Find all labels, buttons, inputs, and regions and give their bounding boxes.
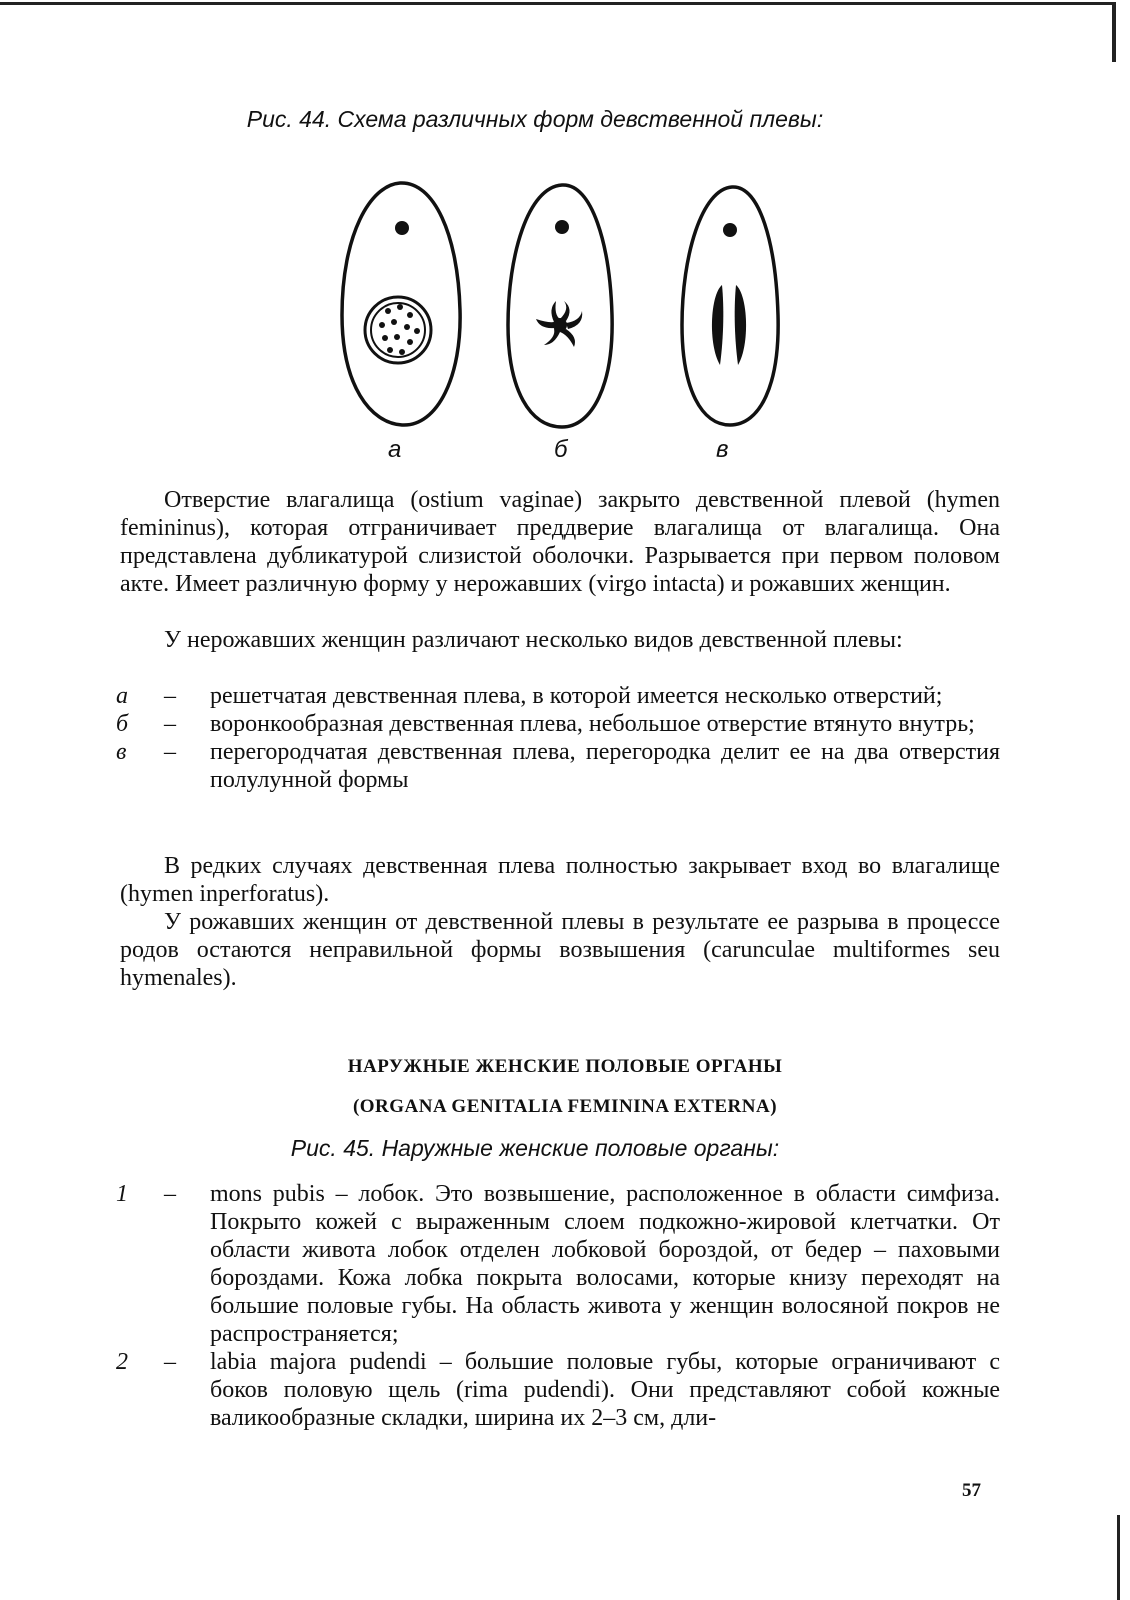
hymen-septate-drawing bbox=[682, 187, 778, 425]
label-b: б bbox=[554, 436, 568, 463]
paragraph-imperforate: В редких случаях девственная плева полностью закрывает вход во влагалище (hymen inperforatus). bbox=[120, 853, 1000, 907]
list-item: 2 – labia majora pudendi – большие половые губы, которые ограничивают с боков половую щель (rima pudendi). Они представляют собой кожные валикообразные складки, ширина их 2–3 см, дли- bbox=[116, 1349, 1000, 1431]
page-right-border-bottom bbox=[1117, 1515, 1120, 1600]
figure-44-diagram bbox=[330, 175, 800, 465]
paragraph-types-intro: У нерожавших женщин различают несколько видов девственной плевы: bbox=[164, 627, 903, 653]
figure-44-caption: Рис. 44. Схема различных форм девственной плевы: bbox=[246, 106, 824, 132]
section-subtitle: (ORGANA GENITALIA FEMININA EXTERNA) bbox=[352, 1096, 778, 1117]
list-item: а – решетчатая девственная плева, в которой имеется несколько отверстий; bbox=[116, 683, 943, 709]
page-top-border bbox=[0, 2, 1112, 5]
hymen-types-list bbox=[116, 682, 1000, 794]
section-title: НАРУЖНЫЕ ЖЕНСКИЕ ПОЛОВЫЕ ОРГАНЫ bbox=[347, 1056, 783, 1077]
list-item: б – воронкообразная девственная плева, небольшое отверстие втянуто внутрь; bbox=[116, 711, 975, 737]
paragraph-carunculae: У рожавших женщин от девственной плевы в результате ее разрыва в процессе родов остаются неправильной формы возвышения (carunculae multiformes seu hymenales). bbox=[120, 909, 1000, 991]
paragraph-ostium: Отверстие влагалища (ostium vaginae) закрыто девственной плевой (hymen femininus), которая отграничивает преддверие влагалища от влагалища. Она представлена дубликатурой слизистой оболочки. Разрывается при первом половом акте. Имеет различную форму у нерожавших (virgo intacta) и рожавших женщин. bbox=[120, 487, 1000, 597]
organs-list bbox=[116, 1180, 1000, 1432]
list-item: в – перегородчатая девственная плева, перегородка делит ее на два отверстия полулунной формы bbox=[116, 739, 1000, 793]
page-number: 57 bbox=[962, 1480, 981, 1501]
hymen-cribriform-drawing bbox=[342, 183, 460, 425]
figure-45-caption: Рис. 45. Наружные женские половые органы: bbox=[290, 1135, 780, 1161]
hymen-funnel-drawing bbox=[508, 185, 612, 427]
label-a: а bbox=[388, 436, 402, 463]
list-item: 1 – mons pubis – лобок. Это возвышение, расположенное в области симфиза. Покрыто кожей с выраженным слоем подкожно-жировой клетчатки. От области живота лобок отделен лобковой бороздой, от бедер – паховыми бороздами. Кожа лобка покрыта волосами, которые книзу переходят на большие половые губы. На область живота у женщин волосяной покров не распространяется; bbox=[116, 1181, 1000, 1347]
label-c: в bbox=[716, 436, 729, 463]
page-right-border-top bbox=[1112, 2, 1116, 62]
